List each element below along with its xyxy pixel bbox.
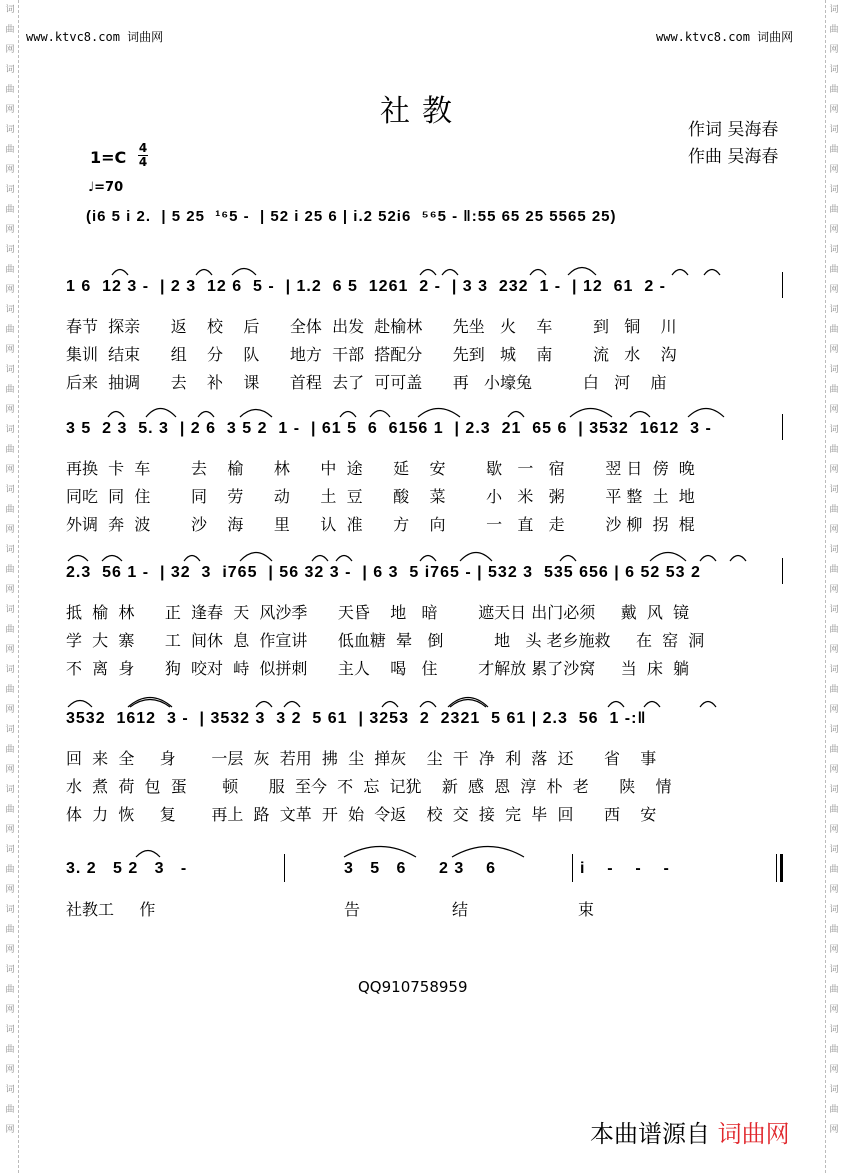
line4-lyric-verse1: 回 来 全 身 一层 灰 若用 拂 尘 掸灰 尘 干 净 利 落 还 省 事 (66, 749, 657, 768)
watermark-char: 曲 (5, 85, 15, 95)
watermark-char: 词 (5, 1025, 15, 1035)
line-end-barline (782, 414, 783, 440)
watermark-char: 词 (5, 1085, 15, 1095)
watermark-char: 词 (5, 545, 15, 555)
watermark-char: 曲 (5, 625, 15, 635)
watermark-char: 网 (5, 225, 15, 235)
watermark-char: 词 (5, 5, 15, 15)
watermark-char: 词 (5, 425, 15, 435)
line2-notes: 3 5 2 3 5. 3 | 2 6 3 5 2 1 - | 61 5 6 6156 1 | 2.3 21 65 6 | 3532 1612 3 - (66, 420, 712, 437)
watermark-char: 曲 (5, 685, 15, 695)
watermark-char: 曲 (829, 505, 839, 515)
watermark-char: 网 (829, 285, 839, 295)
watermark-char: 词 (5, 605, 15, 615)
watermark-char: 网 (829, 1125, 839, 1135)
watermark-char: 曲 (829, 145, 839, 155)
watermark-char: 网 (5, 345, 15, 355)
line1-lyric-verse3: 后来 抽调 去 补 课 首程 去了 可可盖 再 小壕兔 白 河 庙 (66, 373, 667, 392)
line3-lyric-verse2: 学 大 寨 工 间休 息 作宣讲 低血糖 晕 倒 地 头 老乡施救 在 窑 洞 (66, 631, 705, 650)
watermark-char: 曲 (829, 625, 839, 635)
barline (572, 854, 573, 882)
intro-notes: (i6 5 i 2. | 5 25 ¹⁶5 - | 52 i 25 6 | i.2 52i6 ⁵⁶5 - ‖:55 65 25 5565 25) (86, 208, 617, 225)
watermark-char: 曲 (829, 925, 839, 935)
watermark-char: 曲 (5, 145, 15, 155)
watermark-char: 网 (829, 105, 839, 115)
source-brand-link[interactable]: 词曲网 (717, 1120, 790, 1148)
line-end-barline (782, 272, 783, 298)
watermark-char: 网 (829, 1065, 839, 1075)
composer-credit: 作曲 吴海春 (688, 147, 779, 167)
watermark-char: 词 (829, 785, 839, 795)
watermark-char: 网 (5, 465, 15, 475)
watermark-char: 网 (5, 945, 15, 955)
line3-notes: 2.3 56 1 - | 32 3 i765 | 56 32 3 - | 6 3 5 i765 - | 532 3 535 656 | 6 52 53 2 (66, 564, 701, 581)
time-top: 4 (138, 141, 148, 155)
watermark-char: 曲 (829, 1105, 839, 1115)
watermark-char: 网 (829, 645, 839, 655)
site-url-left[interactable]: www.ktvc8.com 词曲网 (26, 30, 164, 44)
watermark-char: 网 (5, 1065, 15, 1075)
watermark-char: 曲 (5, 445, 15, 455)
watermark-char: 曲 (829, 1045, 839, 1055)
watermark-char: 曲 (829, 685, 839, 695)
line-end-barline (782, 558, 783, 584)
site-url-right[interactable]: www.ktvc8.com 词曲网 (656, 30, 794, 44)
watermark-char: 网 (5, 585, 15, 595)
watermark-char: 曲 (829, 445, 839, 455)
watermark-char: 词 (5, 905, 15, 915)
watermark-char: 网 (5, 705, 15, 715)
watermark-char: 曲 (5, 565, 15, 575)
watermark-char: 词 (829, 125, 839, 135)
time-signature (138, 142, 148, 169)
watermark-char: 网 (5, 885, 15, 895)
line2-lyric-verse3: 外调 奔 波 沙 海 里 认 准 方 向 一 直 走 沙 柳 拐 棍 (66, 515, 695, 534)
watermark-char: 词 (829, 545, 839, 555)
watermark-char: 网 (5, 105, 15, 115)
watermark-char: 曲 (5, 745, 15, 755)
watermark-char: 词 (829, 425, 839, 435)
watermark-char: 网 (5, 825, 15, 835)
watermark-char: 词 (829, 485, 839, 495)
watermark-char: 曲 (5, 505, 15, 515)
watermark-char: 词 (829, 905, 839, 915)
watermark-char: 网 (829, 825, 839, 835)
line2-lyric-verse2: 同吃 同 住 同 劳 动 土 豆 酸 菜 小 米 粥 平 整 土 地 (66, 487, 695, 506)
watermark-char: 词 (5, 785, 15, 795)
watermark-char: 词 (5, 965, 15, 975)
watermark-char: 词 (829, 185, 839, 195)
watermark-char: 曲 (829, 565, 839, 575)
watermark-char: 网 (829, 525, 839, 535)
watermark-char: 词 (5, 185, 15, 195)
watermark-char: 词 (5, 365, 15, 375)
watermark-char: 曲 (829, 805, 839, 815)
line5-notes-b: 3 5 6 2 3 6 (344, 860, 496, 877)
watermark-char: 网 (829, 45, 839, 55)
final-barline-thin (776, 854, 777, 882)
song-title: 社教 (380, 94, 464, 129)
watermark-char: 曲 (5, 205, 15, 215)
watermark-char: 曲 (5, 865, 15, 875)
watermark-char: 词 (5, 65, 15, 75)
line4-lyric-verse3: 体 力 恢 复 再上 路 文革 开 始 令返 校 交 接 完 毕 回 西 安 (66, 805, 657, 824)
watermark-char: 词 (5, 665, 15, 675)
watermark-char: 曲 (5, 265, 15, 275)
watermark-char: 网 (5, 405, 15, 415)
line3-lyric-verse3: 不 离 身 狗 咬对 峙 似拼刺 主人 喝 住 才解放 累了沙窝 当 床 躺 (66, 659, 690, 678)
watermark-char: 词 (5, 485, 15, 495)
watermark-char: 网 (829, 765, 839, 775)
watermark-char: 网 (5, 45, 15, 55)
watermark-char: 词 (5, 245, 15, 255)
watermark-char: 曲 (829, 865, 839, 875)
watermark-char: 词 (829, 5, 839, 15)
time-bottom: 4 (138, 155, 148, 169)
watermark-char: 曲 (5, 325, 15, 335)
watermark-char: 曲 (5, 1045, 15, 1055)
qq-contact: QQ910758959 (358, 978, 468, 996)
watermark-char: 网 (829, 705, 839, 715)
watermark-char: 词 (829, 1025, 839, 1035)
watermark-char: 词 (5, 725, 15, 735)
line5-notes-c: i - - - (580, 860, 670, 877)
watermark-char: 网 (5, 525, 15, 535)
watermark-char: 曲 (5, 25, 15, 35)
watermark-char: 曲 (829, 745, 839, 755)
watermark-char: 词 (829, 605, 839, 615)
watermark-char: 网 (829, 945, 839, 955)
watermark-char: 曲 (5, 805, 15, 815)
watermark-char: 词 (829, 65, 839, 75)
watermark-char: 网 (5, 1125, 15, 1135)
right-watermark-strip (825, 0, 842, 1173)
watermark-char: 曲 (829, 385, 839, 395)
watermark-char: 网 (829, 1005, 839, 1015)
line4-notes: 3532 1612 3 - | 3532 3 3 2 5 61 | 3253 2 2321 5 61 | 2.3 56 1 -:‖ (66, 710, 647, 727)
lyricist-credit: 作词 吴海春 (688, 120, 779, 140)
watermark-char: 网 (5, 1005, 15, 1015)
watermark-char: 词 (829, 305, 839, 315)
line5-lyric-c: 结 (452, 900, 469, 919)
watermark-char: 曲 (829, 25, 839, 35)
watermark-char: 曲 (829, 265, 839, 275)
watermark-char: 曲 (5, 1105, 15, 1115)
watermark-char: 网 (5, 645, 15, 655)
watermark-char: 网 (829, 885, 839, 895)
barline (284, 854, 285, 882)
watermark-char: 词 (5, 845, 15, 855)
watermark-char: 词 (829, 245, 839, 255)
line2-lyric-verse1: 再换 卡 车 去 榆 林 中 途 延 安 歇 一 宿 翌 日 傍 晚 (66, 459, 695, 478)
watermark-char: 词 (829, 665, 839, 675)
tempo-mark: ♩=70 (88, 180, 124, 195)
left-watermark-strip (2, 0, 19, 1173)
watermark-char: 网 (829, 345, 839, 355)
line1-notes: 1 6 12 3 - | 2 3 12 6 5 - | 1.2 6 5 1261 2 - | 3 3 232 1 - | 12 61 2 - (66, 278, 666, 295)
key-signature: 1=C (90, 148, 127, 167)
line1-lyric-verse1: 春节 探亲 返 校 后 全体 出发 赴榆林 先坐 火 车 到 铜 川 (66, 317, 677, 336)
watermark-char: 词 (5, 125, 15, 135)
watermark-char: 网 (5, 285, 15, 295)
watermark-char: 网 (5, 165, 15, 175)
line4-lyric-verse2: 水 煮 荷 包 蛋 顿 服 至今 不 忘 记犹 新 感 恩 淳 朴 老 陕 情 (66, 777, 672, 796)
watermark-char: 词 (829, 365, 839, 375)
watermark-char: 曲 (829, 205, 839, 215)
watermark-char: 曲 (829, 325, 839, 335)
watermark-char: 曲 (829, 985, 839, 995)
watermark-char: 词 (829, 725, 839, 735)
watermark-char: 词 (829, 1085, 839, 1095)
watermark-char: 网 (5, 765, 15, 775)
watermark-char: 词 (5, 305, 15, 315)
line3-lyric-verse1: 抵 榆 林 正 逢春 天 风沙季 天昏 地 暗 遮天日 出门必须 戴 风 镜 (66, 603, 690, 622)
source-credit (590, 1114, 790, 1149)
line5-lyric-d: 束 (578, 900, 595, 919)
line1-lyric-verse2: 集训 结束 组 分 队 地方 干部 搭配分 先到 城 南 流 水 沟 (66, 345, 677, 364)
line5-notes-a: 3. 2 5 2 3 - (66, 860, 188, 877)
watermark-char: 曲 (5, 385, 15, 395)
watermark-char: 曲 (829, 85, 839, 95)
watermark-char: 网 (829, 585, 839, 595)
watermark-char: 网 (829, 405, 839, 415)
line5-lyric-a: 社教工 作 (66, 900, 156, 919)
source-prefix: 本曲谱源自 (590, 1120, 710, 1148)
watermark-char: 网 (829, 225, 839, 235)
line5-lyric-b: 告 (344, 900, 361, 919)
watermark-char: 曲 (5, 925, 15, 935)
watermark-char: 词 (829, 965, 839, 975)
watermark-char: 网 (829, 465, 839, 475)
watermark-char: 网 (829, 165, 839, 175)
final-barline-thick (780, 854, 783, 882)
watermark-char: 词 (829, 845, 839, 855)
watermark-char: 曲 (5, 985, 15, 995)
